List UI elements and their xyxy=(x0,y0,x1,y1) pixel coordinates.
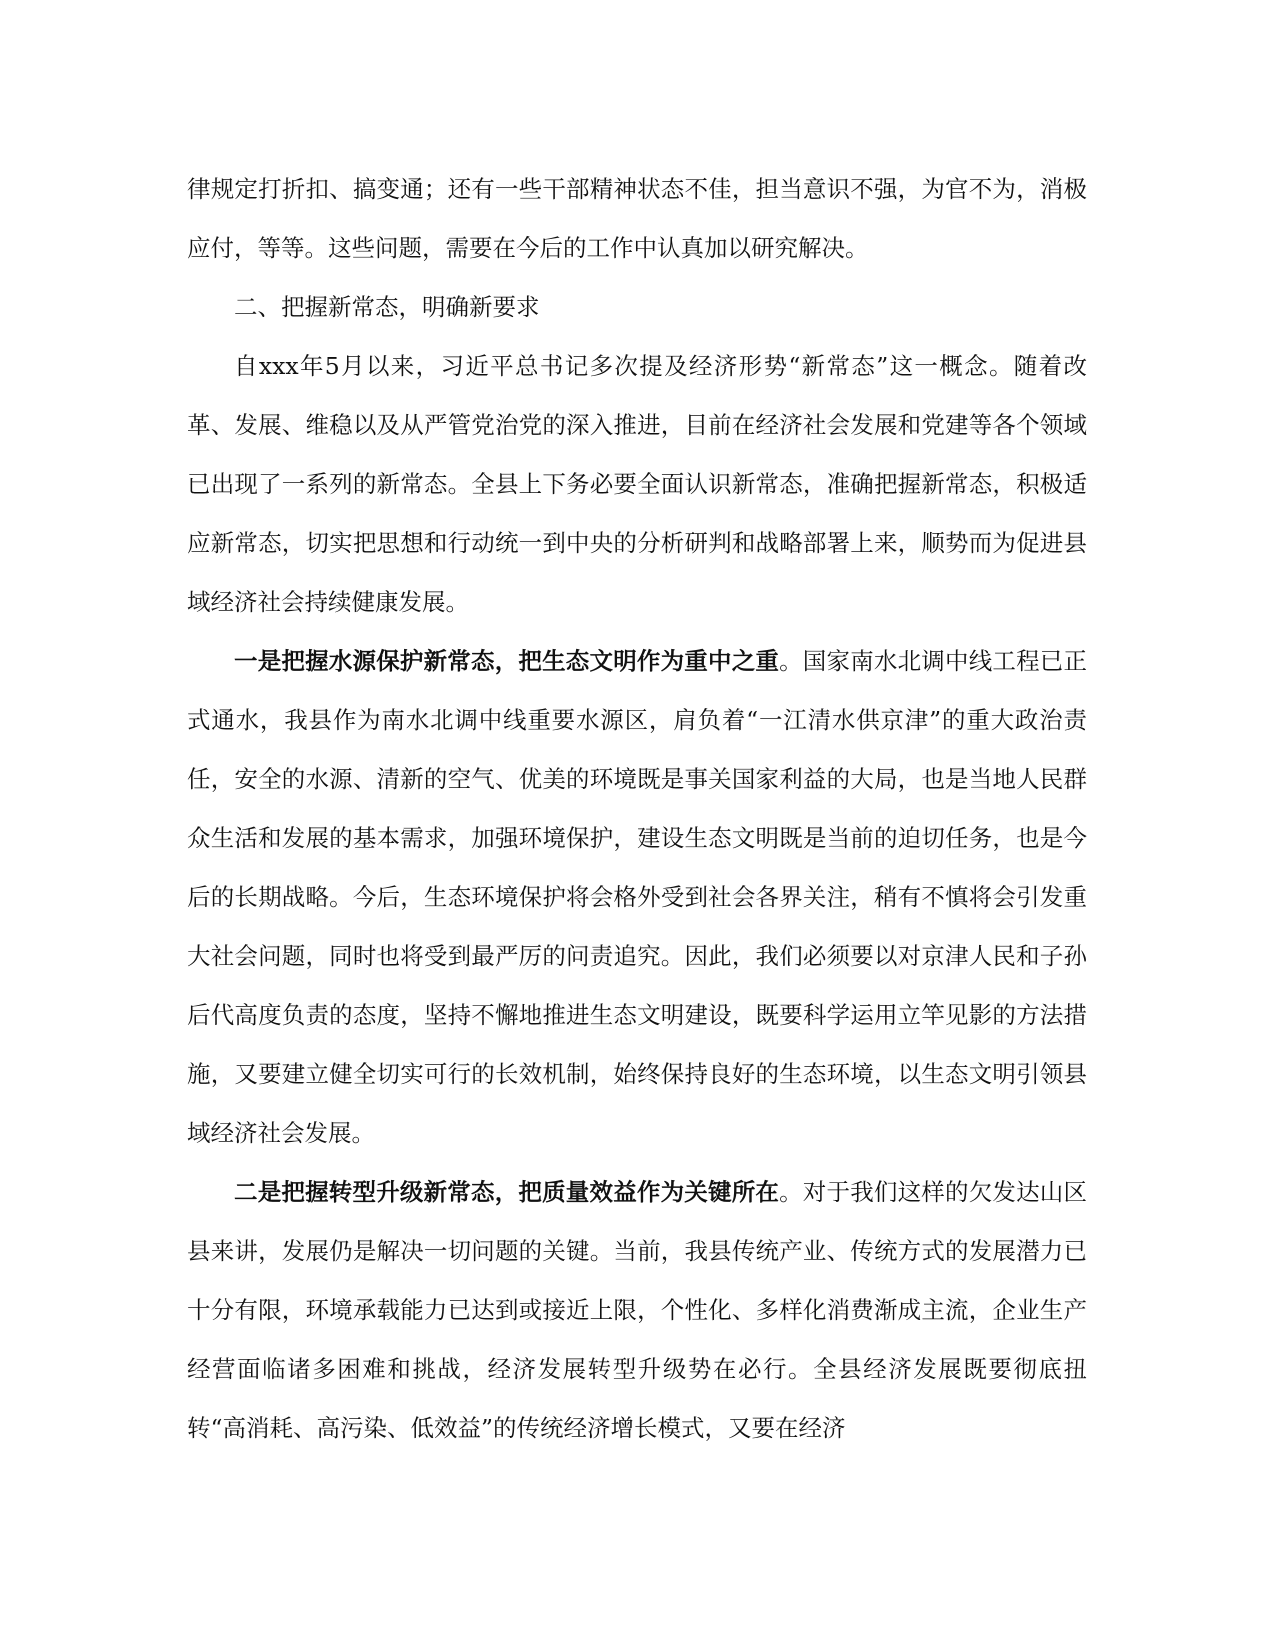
paragraph-text: 。国家南水北调中线工程已正式通水，我县作为南水北调中线重要水源区，肩负着“一江清水供京津”的重大政治责任，安全的水源、清新的空气、优美的环境既是事关国家利益的大局，也是当地人民群众生活和发展的基本需求，加强环境保护，建设生态文明既是当前的迫切任务，也是今后的长期战略。今后，生态环境保护将会格外受到社会各界关注，稍有不慎将会引发重大社会问题，同时也将受到最严厉的问责追究。因此，我们必须要以对京津人民和子孙后代高度负责的态度，坚持不懈地推进生态文明建设，既要科学运用立竿见影的方法措施，又要建立健全切实可行的长效机制，始终保持良好的生态环境，以生态文明引领县域经济社会发展。 xyxy=(187,647,1088,1147)
point-1-lead: 一是把握水源保护新常态，把生态文明作为重中之重 xyxy=(234,647,780,675)
paragraph-point-1 xyxy=(187,632,1087,1163)
paragraph-point-2 xyxy=(187,1163,1087,1458)
section-heading xyxy=(187,278,1087,337)
paragraph-intro xyxy=(187,337,1087,632)
point-2-lead: 二是把握转型升级新常态，把质量效益作为关键所在 xyxy=(234,1178,780,1206)
paragraph-text: 律规定打折扣、搞变通；还有一些干部精神状态不佳，担当意识不强，为官不为，消极应付，等等。这些问题，需要在今后的工作中认真加以研究解决。 xyxy=(187,175,1087,262)
section-heading-text: 二、把握新常态，明确新要求 xyxy=(234,293,540,321)
document-body xyxy=(187,160,1087,1458)
paragraph-text: 自xxx年5月以来，习近平总书记多次提及经济形势“新常态”这一概念。随着改革、发展、维稳以及从严管党治党的深入推进，目前在经济社会发展和党建等各个领域已出现了一系列的新常态。全县上下务必要全面认识新常态，准确把握新常态，积极适应新常态，切实把思想和行动统一到中央的分析研判和战略部署上来，顺势而为促进县域经济社会持续健康发展。 xyxy=(187,352,1087,616)
paragraph-continuation xyxy=(187,160,1087,278)
paragraph-text: 。对于我们这样的欠发达山区县来讲，发展仍是解决一切问题的关键。当前，我县传统产业、传统方式的发展潜力已十分有限，环境承载能力已达到或接近上限，个性化、多样化消费渐成主流，企业生产经营面临诸多困难和挑战，经济发展转型升级势在必行。全县经济发展既要彻底扭转“高消耗、高污染、低效益”的传统经济增长模式，又要在经济 xyxy=(187,1178,1088,1442)
